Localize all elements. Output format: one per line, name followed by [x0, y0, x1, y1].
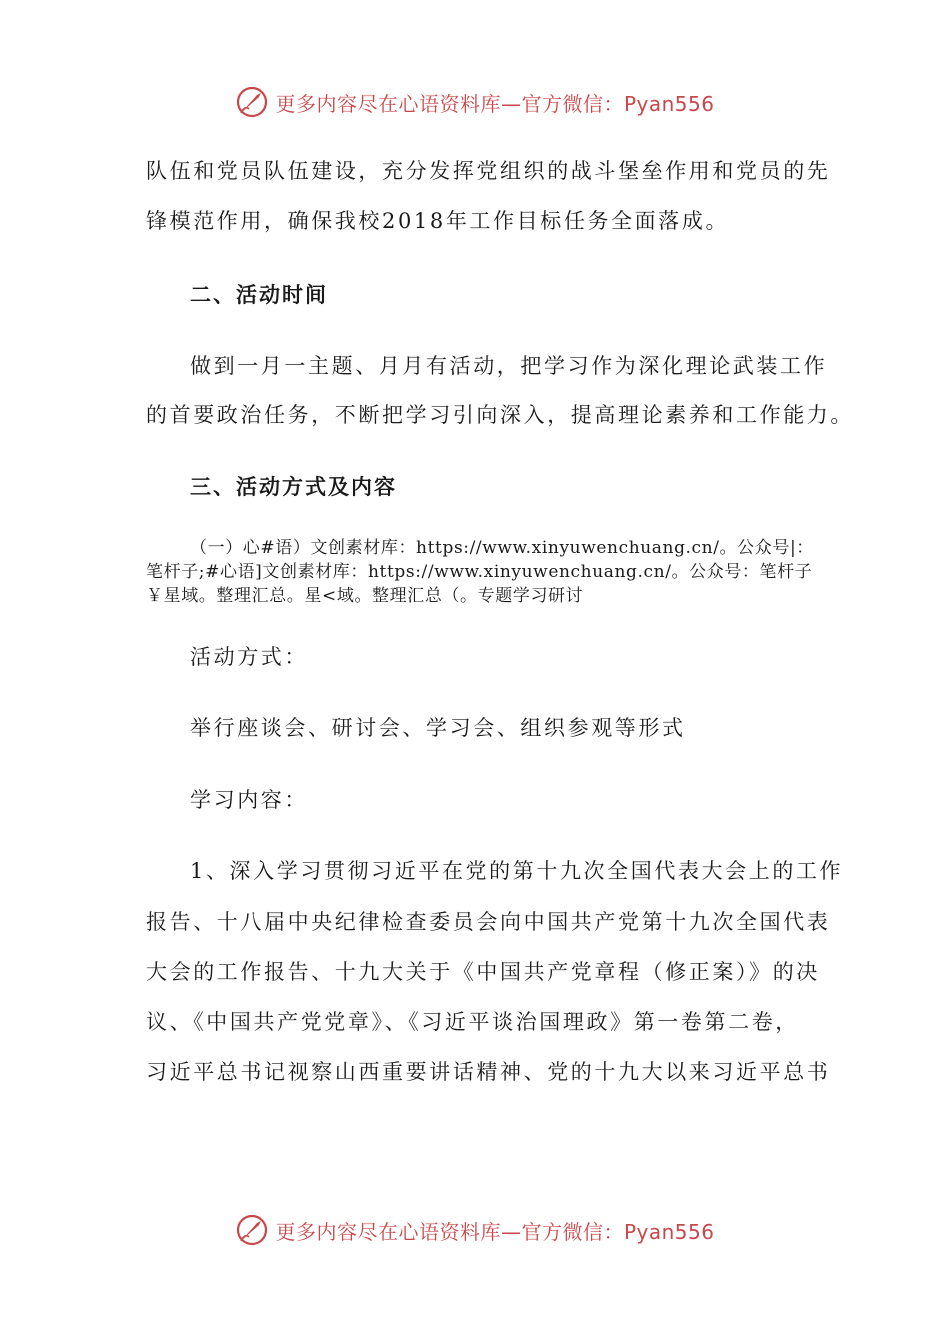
paragraph-line: 举行座谈会、研讨会、学习会、组织参观等形式: [190, 716, 686, 740]
section-heading-activity-content: 三、活动方式及内容: [190, 475, 397, 499]
paragraph-line: 报告、十八届中央纪律检查委员会向中国共产党第十九次全国代表: [146, 910, 831, 934]
pen-nib-logo-icon: [235, 1213, 269, 1247]
watermark-text-line: 笔杆子;#心语]文创素材库：https://www.xinyuwenchuang.cn/。公众号：笔杆子: [146, 562, 813, 582]
paragraph-line: 做到一月一主题、月月有活动，把学习作为深化理论武装工作: [190, 354, 828, 378]
paragraph-line: 队伍和党员队伍建设，充分发挥党组织的战斗堡垒作用和党员的先: [146, 159, 831, 183]
watermark-text-line: （一）心#语）文创素材库：https://www.xinyuwenchuang.cn/。公众号|：: [190, 538, 814, 558]
paragraph-line: 习近平总书记视察山西重要讲话精神、党的十九大以来习近平总书: [146, 1060, 831, 1084]
section-heading-activity-time: 二、活动时间: [190, 283, 328, 307]
watermark-text-line: ￥星域。整理汇总。星<域。整理汇总（。专题学习研讨: [146, 586, 584, 606]
footer-banner-text: 更多内容尽在心语资料库—官方微信：Pyan556: [275, 1219, 715, 1244]
paragraph-line: 锋模范作用，确保我校2018年工作目标任务全面落成。: [146, 209, 730, 233]
header-banner-text: 更多内容尽在心语资料库—官方微信：Pyan556: [275, 91, 715, 116]
pen-nib-logo-icon: [235, 85, 269, 119]
paragraph-line: 议、《中国共产党党章》、《习近平谈治国理政》第一卷第二卷，: [146, 1010, 799, 1034]
label-study-content: 学习内容：: [190, 788, 308, 812]
paragraph-line: 的首要政治任务，不断把学习引向深入，提高理论素养和工作能力。: [146, 403, 854, 427]
label-activity-method: 活动方式：: [190, 645, 308, 669]
header-banner: [0, 82, 950, 122]
footer-banner: [0, 1210, 950, 1250]
paragraph-line: 大会的工作报告、十九大关于《中国共产党章程（修正案）》的决: [146, 960, 820, 984]
paragraph-line: 1、深入学习贯彻习近平在党的第十九次全国代表大会上的工作: [190, 859, 844, 883]
